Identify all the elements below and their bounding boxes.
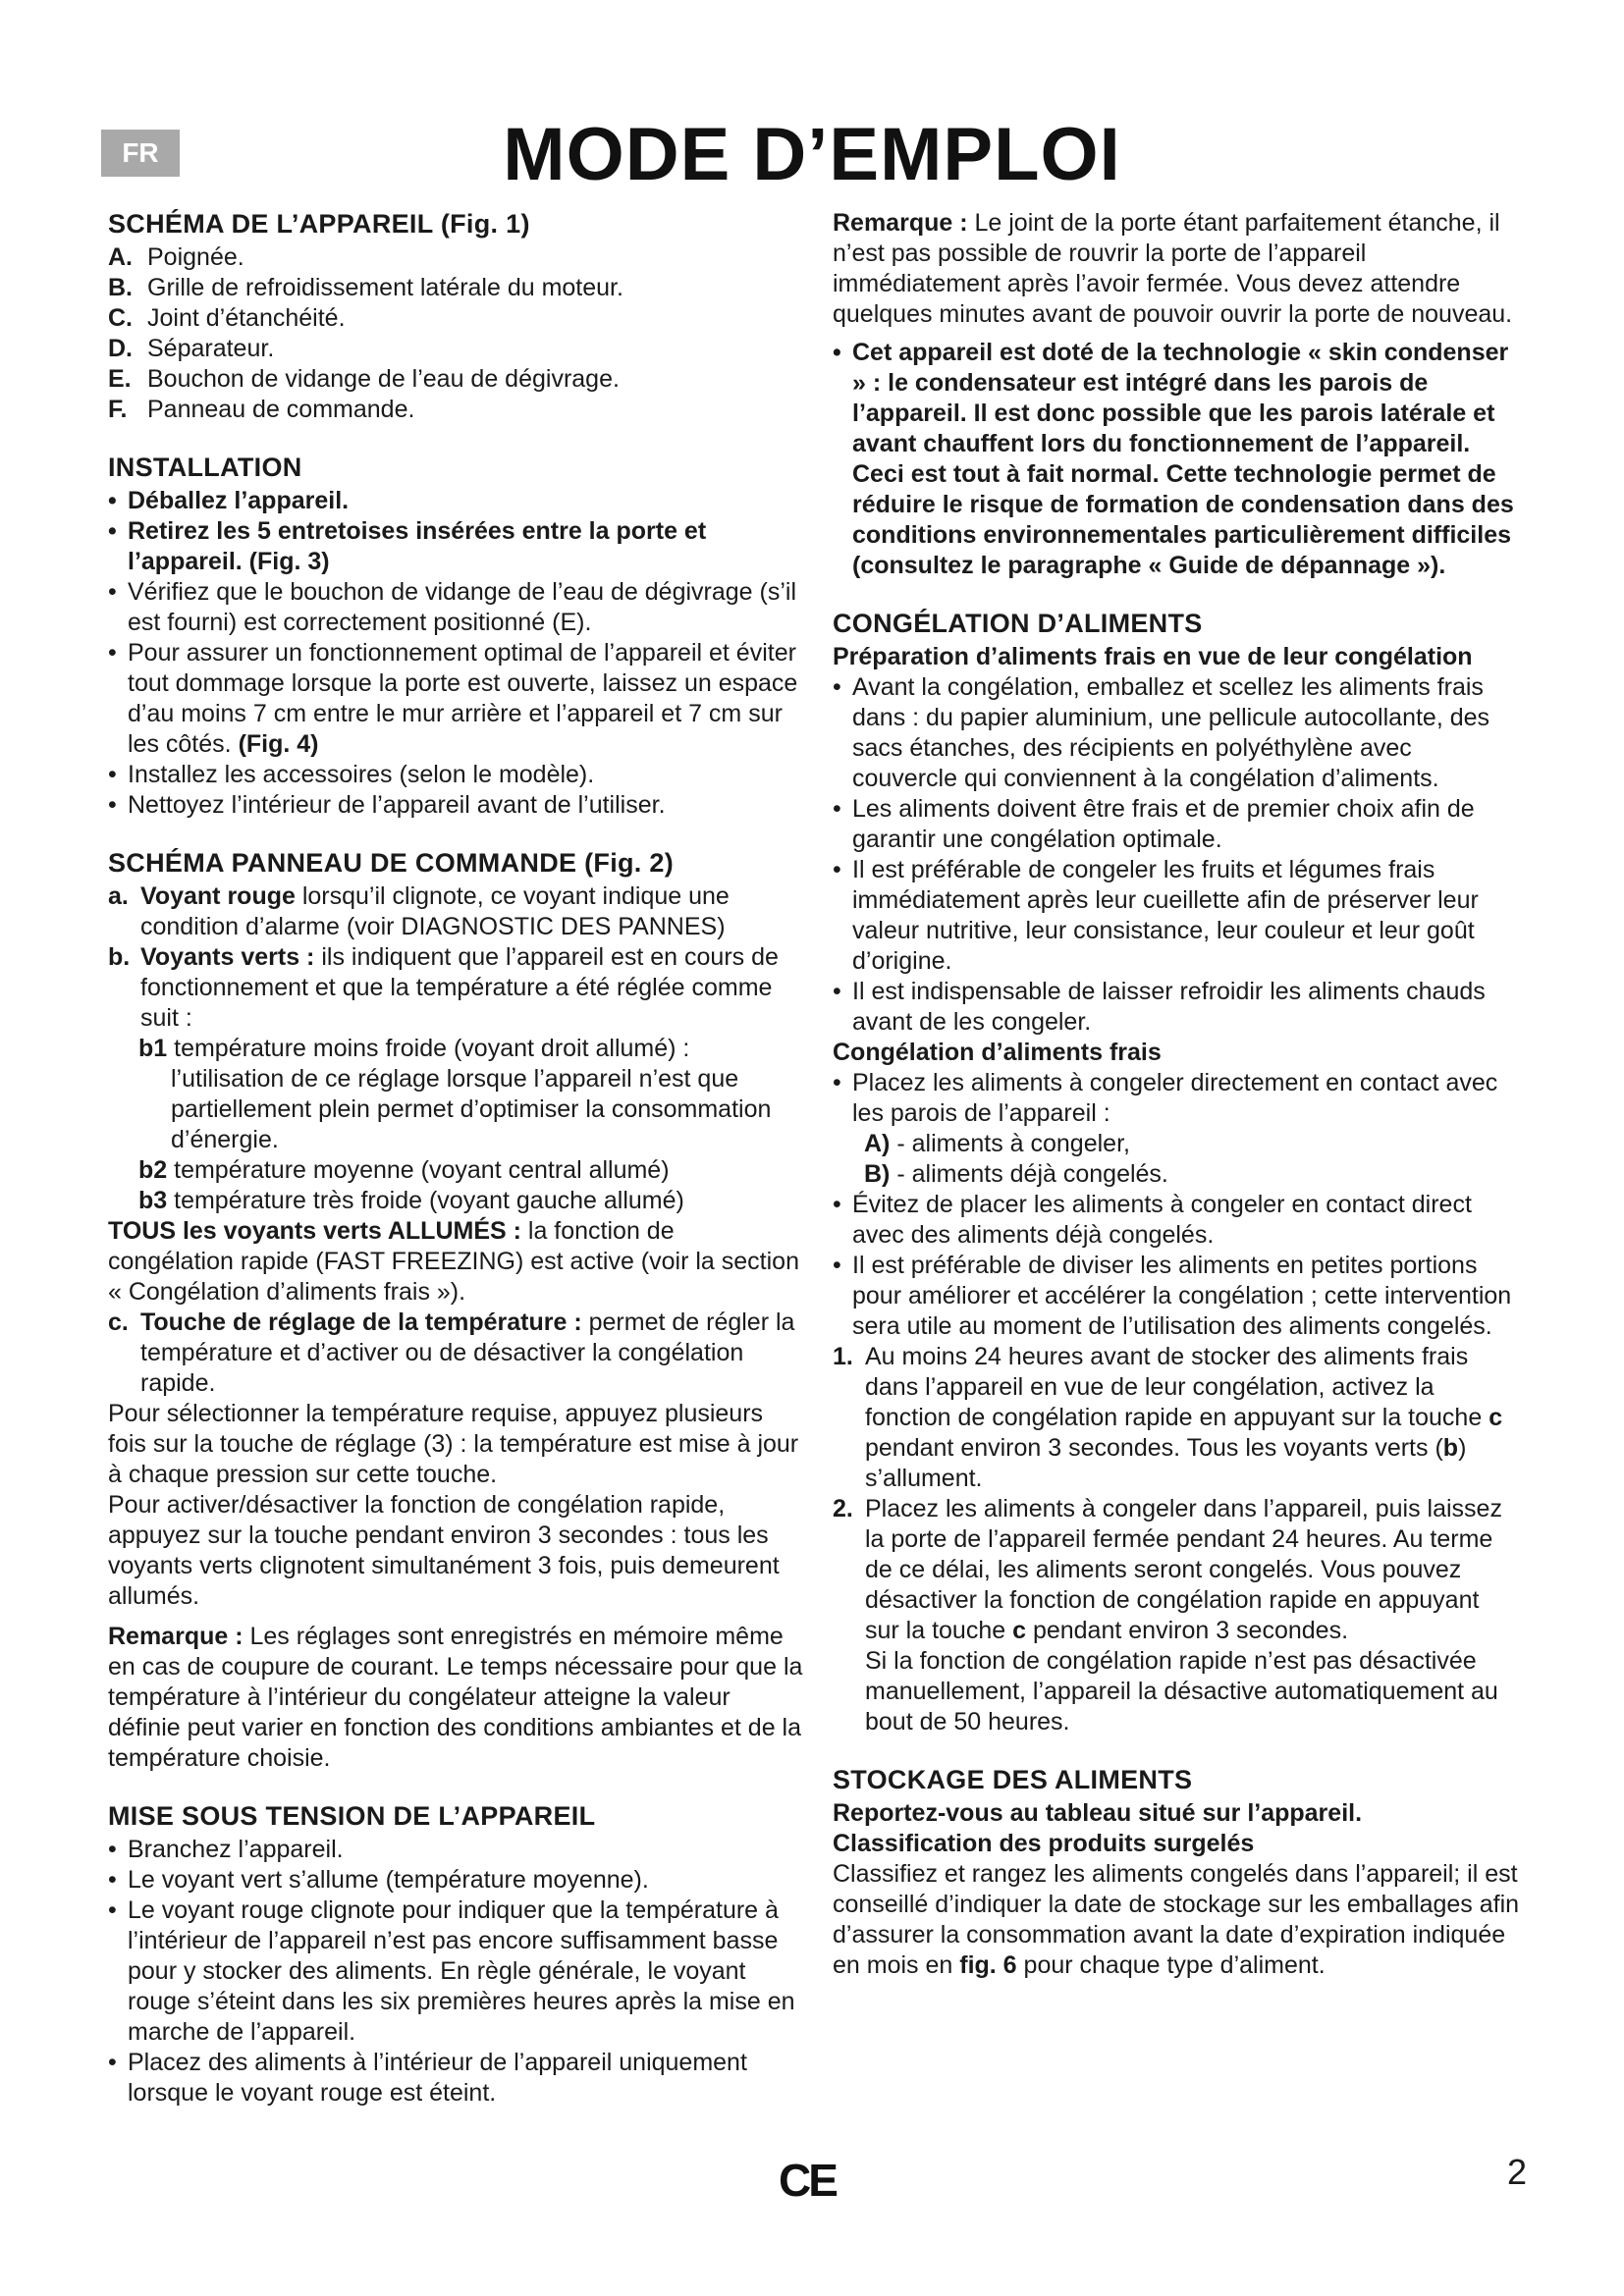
storage-paragraph	[833, 1859, 1520, 1981]
key-ref: b	[1442, 1434, 1459, 1462]
section-freezing	[833, 608, 1520, 1737]
list-item	[108, 516, 805, 577]
panel-all-on	[108, 1216, 805, 1308]
figure-ref: fig. 6	[959, 1951, 1017, 1979]
list-item	[833, 855, 1520, 977]
list-item	[833, 672, 1520, 794]
sub-item-a	[852, 1129, 1520, 1159]
list-item	[108, 334, 805, 364]
item-text: la fonction de congélation rapide (FAST FREEZING) est active (voir la section « Congélation d’aliments frais »).	[108, 1217, 799, 1306]
section-title: SCHÉMA DE L’APPAREIL (Fig. 1)	[108, 209, 530, 239]
key-ref: c	[1489, 1404, 1503, 1431]
item-label: TOUS les voyants verts ALLUMÉS :	[108, 1217, 521, 1245]
installation-list	[108, 486, 805, 821]
list-item	[108, 760, 805, 790]
item-text: Pour assurer un fonctionnement optimal de l’appareil et éviter tout dommage lorsque la porte est ouverte, laissez un espace d’au moins 7 cm entre le mur arrière et l’appareil et 7 cm sur les côtés.	[128, 639, 798, 758]
item-text: Grille de refroidissement latérale du moteur.	[147, 274, 623, 301]
item-text: Les aliments doivent être frais et de premier choix afin de garantir une congélation optimale.	[852, 795, 1475, 853]
section-title: INSTALLATION	[108, 453, 302, 482]
step-2	[833, 1494, 1520, 1646]
item-key: B.	[108, 274, 133, 301]
list-item	[833, 1190, 1520, 1251]
section-door-remark	[833, 208, 1520, 581]
panel-remark	[108, 1622, 805, 1774]
item-label: Touche de réglage de la température :	[140, 1308, 582, 1336]
paragraph-text: pour chaque type d’aliment.	[1016, 1951, 1326, 1979]
item-key: b.	[108, 943, 131, 971]
step-1	[833, 1342, 1520, 1494]
panel-item-c	[108, 1308, 805, 1399]
item-text: lorsqu’il clignote, ce voyant indique une condition d’alarme (voir DIAGNOSTIC DES PANNES)	[140, 882, 730, 940]
page-number: 2	[1507, 2152, 1528, 2192]
item-key: E.	[108, 365, 132, 393]
door-remark	[833, 208, 1520, 330]
item-text: Séparateur.	[147, 335, 275, 362]
item-text: Il est préférable de diviser les aliments en petites portions pour améliorer et accélérer la congélation ; cette intervention sera utile au moment de l’utilisation des aliments congelés.	[852, 1252, 1512, 1340]
section-power-on	[108, 1800, 805, 2109]
panel-paragraph: Pour sélectionner la température requise, appuyez plusieurs fois sur la touche de réglage (3) : la température est mise à jour à chaque pression sur cette touche.	[108, 1400, 799, 1488]
step-number: 2.	[833, 1495, 853, 1522]
remark-text: Les réglages sont enregistrés en mémoire même en cas de coupure de courant. Le temps nécessaire pour que la température à l’intérieur du congélateur atteigne la valeur définie peut varier en fonction des conditions ambiantes et de la température choisie.	[108, 1623, 803, 1772]
list-item	[833, 977, 1520, 1038]
list-item	[108, 2048, 805, 2109]
remark-label: Remarque :	[108, 1623, 244, 1650]
item-text: Joint d’étanchéité.	[147, 304, 346, 332]
step-text: pendant environ 3 secondes. Tous les voyants verts (	[865, 1434, 1443, 1462]
section-title: SCHÉMA PANNEAU DE COMMANDE (Fig. 2)	[108, 848, 674, 878]
remark-label: Remarque :	[833, 209, 968, 237]
item-key: c.	[108, 1308, 129, 1336]
step-text: Placez les aliments à congeler dans l’appareil, puis laissez la porte de l’appareil fermée pendant 24 heures. Au terme de ce délai, les aliments seront congelés. Vous pouvez désactiver la fonction de congélation rapide en appuyant sur la touche	[865, 1495, 1502, 1644]
remark-text: Le joint de la porte étant parfaitement étanche, il n’est pas possible de rouvrir la porte de l’appareil immédiatement après l’avoir fermée. Vous devez attendre quelques minutes avant de pouvoir ouvrir la porte de nouveau.	[833, 209, 1513, 328]
item-text: Nettoyez l’intérieur de l’appareil avant de l’utiliser.	[128, 791, 666, 819]
step-2-note: Si la fonction de congélation rapide n’est pas désactivée manuellement, l’appareil la désactive automatiquement au bout de 50 heures.	[865, 1647, 1498, 1735]
section-title: STOCKAGE DES ALIMENTS	[833, 1765, 1193, 1794]
list-item	[108, 395, 805, 425]
item-key: b3	[138, 1187, 168, 1214]
panel-item-b1	[108, 1034, 805, 1155]
paragraph-text: Classifiez et rangez les aliments congelés dans l’appareil; il est conseillé d’indiquer la date de stockage sur les emballages afin d’assurer la consommation avant la date d’expiration indiquée en mois en	[833, 1860, 1520, 1979]
item-text: température moins froide (voyant droit allumé) : l’utilisation de ce réglage lorsque l’appareil n’est que partiellement plein permet d’optimiser la consommation d’énergie.	[167, 1035, 772, 1153]
item-text: Placez les aliments à congeler directement en contact avec les parois de l’appareil :	[852, 1069, 1498, 1127]
item-text: Retirez les 5 entretoises insérées entre la porte et l’appareil. (Fig. 3)	[128, 517, 707, 575]
fresh-freezing-list	[833, 1068, 1520, 1342]
item-text: Évitez de placer les aliments à congeler en contact direct avec des aliments déjà congelés.	[852, 1191, 1472, 1249]
preparation-list	[833, 672, 1520, 1038]
sub-item-b	[852, 1159, 1520, 1190]
item-text: ils indiquent que l’appareil est en cours de fonctionnement et que la température a été réglée comme suit :	[140, 943, 779, 1032]
list-item	[108, 303, 805, 334]
item-text: Bouchon de vidange de l’eau de dégivrage.	[147, 365, 620, 393]
list-item	[108, 638, 805, 760]
list-item	[833, 794, 1520, 855]
section-title: MISE SOUS TENSION DE L’APPAREIL	[108, 1801, 596, 1831]
panel-paragraph: Pour activer/désactiver la fonction de congélation rapide, appuyez sur la touche pendant environ 3 secondes : tous les voyants verts clignotent simultanément 3 fois, puis demeurent allumés.	[108, 1491, 780, 1610]
item-text: Il est préférable de congeler les fruits et légumes frais immédiatement après leur cueillette afin de préserver leur valeur nutritive, leur consistance, leur couleur et leur goût d’origine.	[852, 856, 1479, 975]
item-text: température moyenne (voyant central allumé)	[167, 1156, 670, 1184]
list-item	[108, 273, 805, 303]
subsection-title: Préparation d’aliments frais en vue de leur congélation	[833, 643, 1473, 670]
list-item	[108, 577, 805, 638]
item-key: A)	[864, 1130, 891, 1157]
schema-list	[108, 242, 805, 425]
subsection-title: Reportez-vous au tableau situé sur l’appareil.	[833, 1799, 1363, 1827]
item-text: Panneau de commande.	[147, 396, 415, 423]
power-list	[108, 1835, 805, 2109]
item-text: Vérifiez que le bouchon de vidange de l’eau de dégivrage (s’il est fourni) est correctement positionné (E).	[128, 578, 797, 636]
item-text: Poignée.	[147, 243, 244, 271]
list-item	[108, 1835, 805, 1865]
list-item	[833, 338, 1520, 581]
item-key: C.	[108, 304, 133, 332]
item-text: - aliments à congeler,	[890, 1130, 1130, 1157]
item-text: Avant la congélation, emballez et scellez les aliments frais dans : du papier aluminium, une pellicule autocollante, des sacs étanches, des récipients en polyéthylène avec couvercle qui conviennent à la congélation d’aliments.	[852, 673, 1490, 792]
item-text: Installez les accessoires (selon le modèle).	[128, 761, 595, 788]
item-text: permet de régler la température et d’activer ou de désactiver la congélation rapide.	[140, 1308, 795, 1397]
step-text: ) s’allument.	[865, 1434, 1467, 1492]
right-column	[833, 208, 1520, 2007]
list-item	[108, 364, 805, 395]
item-text: Placez des aliments à l’intérieur de l’appareil uniquement lorsque le voyant rouge est éteint.	[128, 2049, 747, 2107]
page-title: MODE D’EMPLOI	[503, 113, 1121, 196]
list-item	[108, 1896, 805, 2048]
item-text: Branchez l’appareil.	[128, 1836, 344, 1863]
step-text: pendant environ 3 secondes.	[1026, 1617, 1349, 1644]
item-key: a.	[108, 882, 129, 910]
step-text: Au moins 24 heures avant de stocker des aliments frais dans l’appareil en vue de leur congélation, activez la fonction de congélation rapide en appuyant sur la touche	[865, 1343, 1489, 1431]
item-text: Le voyant rouge clignote pour indiquer que la température à l’intérieur de l’appareil n’est pas encore suffisamment basse pour y stocker des aliments. En règle générale, le voyant rouge s’éteint dans les six premières heures après la mise en marche de l’appareil.	[128, 1896, 795, 2046]
panel-item-b2	[108, 1155, 805, 1186]
item-label: Voyant rouge	[140, 882, 296, 910]
list-item	[833, 1068, 1520, 1190]
left-column	[108, 208, 805, 2135]
section-schema	[108, 208, 805, 425]
section-storage	[833, 1764, 1520, 1981]
item-text: Cet appareil est doté de la technologie « skin condenser » : le condensateur est intégré dans les parois de l’appareil. Il est donc possible que les parois latérale et avant chauffent lors du fonctionnement de l’appareil. Ceci est tout à fait normal. Cette technologie permet de réduire le risque de formation de condensation dans des conditions environnementales particulièrement difficiles (consultez le paragraphe « Guide de dépannage »).	[852, 339, 1514, 579]
list-item	[108, 486, 805, 516]
step-number: 1.	[833, 1343, 853, 1370]
item-text: - aliments déjà congelés.	[890, 1160, 1168, 1188]
key-ref: c	[1012, 1617, 1026, 1644]
language-badge: FR	[101, 130, 180, 177]
skin-condenser-list	[833, 338, 1520, 581]
section-title: CONGÉLATION D’ALIMENTS	[833, 609, 1203, 638]
item-key: F.	[108, 396, 128, 423]
section-control-panel	[108, 847, 805, 1774]
list-item	[108, 790, 805, 821]
panel-item-a	[108, 881, 805, 942]
list-item	[108, 242, 805, 273]
section-installation	[108, 452, 805, 821]
item-key: b1	[138, 1035, 168, 1062]
panel-item-b	[108, 942, 805, 1034]
subsection-title: Classification des produits surgelés	[833, 1830, 1255, 1857]
item-text: température très froide (voyant gauche allumé)	[167, 1187, 684, 1214]
item-key: A.	[108, 243, 133, 271]
item-key: b2	[138, 1156, 168, 1184]
item-key: D.	[108, 335, 133, 362]
list-item	[108, 1865, 805, 1896]
figure-ref: (Fig. 4)	[238, 730, 319, 758]
panel-item-b3	[108, 1186, 805, 1216]
item-text: Le voyant vert s’allume (température moyenne).	[128, 1866, 649, 1894]
subsection-title: Congélation d’aliments frais	[833, 1039, 1162, 1066]
list-item	[833, 1251, 1520, 1342]
item-text: Déballez l’appareil.	[128, 487, 350, 514]
item-label: Voyants verts :	[140, 943, 315, 971]
item-key: B)	[864, 1160, 891, 1188]
item-text: Il est indispensable de laisser refroidir les aliments chauds avant de les congeler.	[852, 978, 1486, 1036]
ce-mark: CE	[779, 2155, 836, 2206]
